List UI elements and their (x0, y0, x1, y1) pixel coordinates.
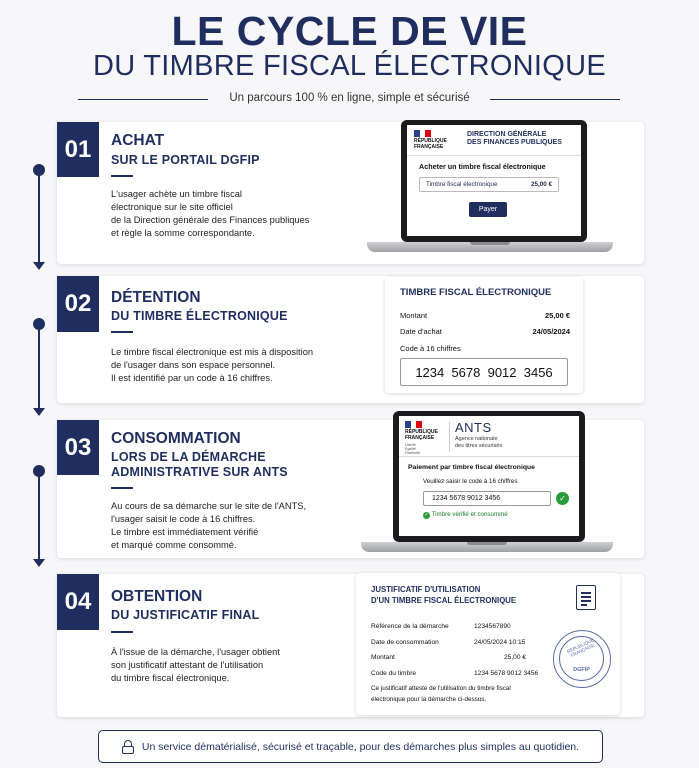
step-title: OBTENTION (111, 588, 203, 605)
step-subtitle: DU TIMBRE ÉLECTRONIQUE (111, 309, 288, 323)
step-subtitle-line2: ADMINISTRATIVE SUR ANTS (111, 465, 288, 479)
step-divider (111, 631, 133, 633)
timeline-arrow-1 (33, 262, 45, 270)
laptop-ants (361, 409, 613, 557)
stamp-code-input[interactable]: 1234 5678 9012 3456 (423, 491, 551, 506)
step-number: 01 (57, 122, 99, 177)
timeline-dot-1 (33, 164, 45, 176)
stamp-card-title: TIMBRE FISCAL ÉLECTRONIQUE (400, 287, 552, 298)
timeline-segment-1 (38, 170, 40, 262)
page-title-line1: LE CYCLE DE VIE (171, 8, 528, 54)
verified-status: ✓ Timbre vérifié et consommé (424, 511, 508, 518)
timeline-arrow-2 (33, 408, 45, 416)
step-description: À l'issue de la démarche, l'usager obtient son justificatif attestant de l'utilisation du timbre fiscal électronique. (111, 647, 280, 683)
receipt-card: JUSTIFICATIF D'UTILISATION D'UN TIMBRE FISCAL ÉLECTRONIQUE Référence de la démarche 1234567890 Date de consommation 24/05/2024 10:15 Montant 25,00 € Code du timbre 1234 5678 9012 3456 RÉPUBLIQUE FRANÇAISE DGFIP Ce justificatif atteste de l'utilisation du timbre fiscal électronique pour la démarche ci-dessus. (356, 573, 620, 715)
step-number: 04 (57, 574, 99, 630)
page-title-line2: DU TIMBRE FISCAL ÉLECTRONIQUE (92, 50, 607, 82)
check-icon: ✓ (424, 512, 429, 518)
step-title: CONSOMMATION (111, 430, 241, 447)
pay-button[interactable]: Payer (469, 202, 507, 217)
step-description: Au cours de sa démarche sur le site de l'ANTS, l'usager saisit le code à 16 chiffres. Le timbre est immédiatement vérifié et marqué comme consommé. (111, 501, 307, 550)
step-description: L'usager achète un timbre fiscal électronique sur le site officiel de la Direction générale des Finances publiques et règle la somme correspondante. (111, 189, 310, 238)
step-subtitle-line1: LORS DE LA DÉMARCHE (111, 450, 266, 464)
step-description: Le timbre fiscal électronique est mis à disposition de l'usager dans son espace personnel. Il est identifié par un code à 16 chiffres. (111, 347, 314, 383)
stamp-amount-field[interactable]: Timbre fiscal électronique 25,00 € (419, 177, 559, 192)
ants-portal-screen: RÉPUBLIQUE FRANÇAISE Liberté Égalité Fraternité ANTS Agence nationale des titres sécurisés Paiement par timbre fiscal électronique Veuillez saisir le code à 16 chiffres 1234 5678 9012 3456 ✓ ✓ Timbre vérifié et consommé (399, 416, 579, 536)
stamp-code-box: 1234 5678 9012 3456 (400, 358, 568, 386)
french-flag-icon (414, 130, 431, 137)
step-subtitle: SUR LE PORTAIL DGFIP (111, 153, 260, 167)
step-title: DÉTENTION (111, 289, 201, 306)
step-divider (111, 175, 133, 177)
official-stamp: RÉPUBLIQUE FRANÇAISE DGFIP (553, 630, 611, 688)
stamp-detail-card: TIMBRE FISCAL ÉLECTRONIQUE Montant 25,00 € Date d'achat 24/05/2024 Code à 16 chiffres 1234 5678 9012 3456 (385, 277, 583, 393)
french-flag-icon (405, 421, 422, 428)
document-icon (576, 585, 596, 610)
footer-banner (98, 730, 603, 763)
step-number: 03 (57, 420, 99, 475)
check-icon: ✓ (556, 492, 569, 505)
step-subtitle: DU JUSTIFICATIF FINAL (111, 608, 260, 622)
page-subtitle: Un parcours 100 % en ligne, simple et sécurisé (229, 92, 470, 104)
step-title: ACHAT (111, 132, 165, 149)
payment-heading: Paiement par timbre fiscal électronique (408, 464, 535, 471)
timeline-segment-2 (38, 324, 40, 408)
step-divider (111, 487, 133, 489)
laptop-dgfip (367, 118, 613, 258)
footer-text: Un service dématérialisé, sécurisé et traçable, pour des démarches plus simples au quotidien. (141, 740, 580, 753)
lock-icon (122, 740, 134, 754)
step-divider (111, 331, 133, 333)
step-number: 02 (57, 276, 99, 332)
ants-logo: ANTS (455, 420, 492, 435)
timeline-dot-3 (33, 465, 45, 477)
timeline-dot-2 (33, 318, 45, 330)
dgfip-portal-screen: RÉPUBLIQUE FRANÇAISE DIRECTION GÉNÉRALE DES FINANCES PUBLIQUES Acheter un timbre fiscal électronique Timbre fiscal électronique 25,00 € Payer (407, 125, 581, 236)
timeline-arrow-3 (33, 559, 45, 567)
timeline-segment-3 (38, 471, 40, 559)
purchase-heading: Acheter un timbre fiscal électronique (419, 162, 546, 171)
